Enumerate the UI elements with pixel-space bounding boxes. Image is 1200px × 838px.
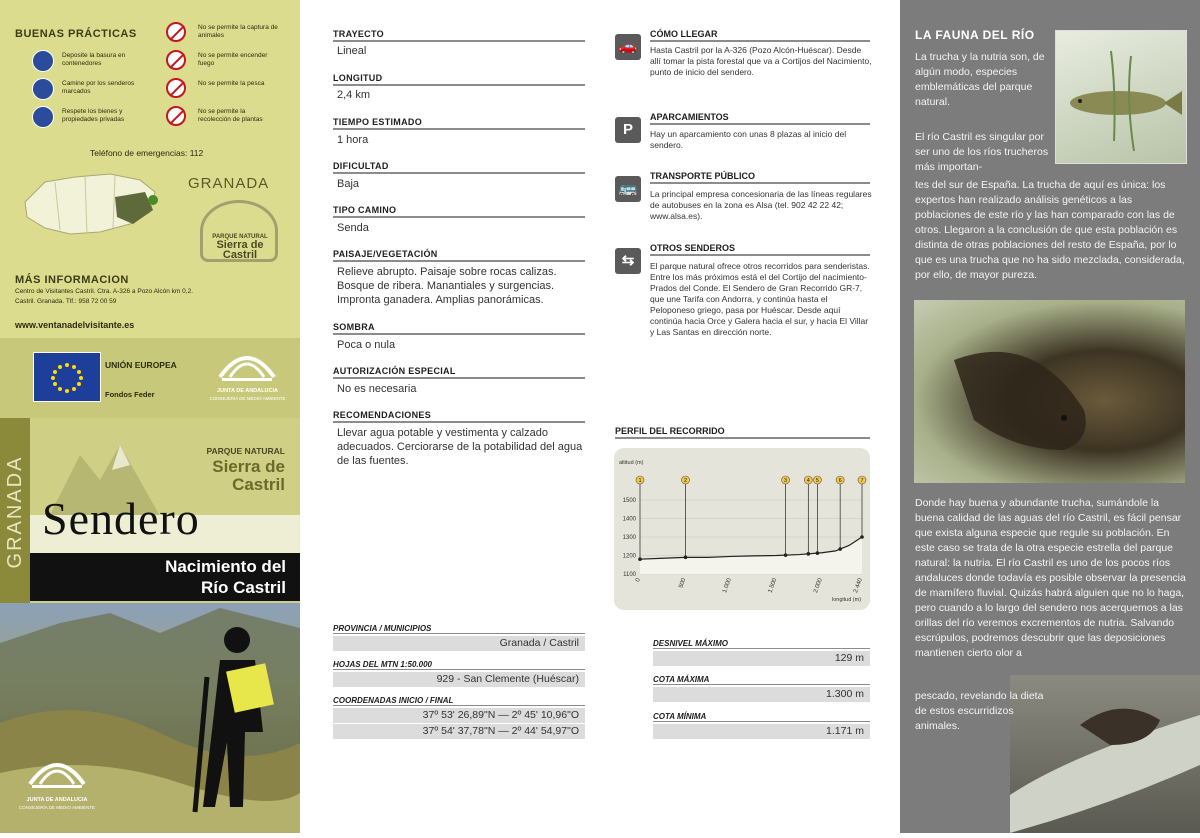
x-tick-label: 2.440 [853,577,864,594]
marker-point [638,557,642,561]
buenas-practicas-title: BUENAS PRÁCTICAS [15,28,137,40]
marker-point [816,551,820,555]
bin-icon [32,50,54,72]
spec-label: TIPO CAMINO [333,205,585,218]
park-logo-name: Sierra de [216,239,264,251]
trail-name-box [30,553,300,601]
marker-label: 5 [815,478,819,484]
fauna-paragraph: tes del sur de España. La trucha de aquí es única: los expertos han realizado análisis genéticos a las poblaciones de este río y las han comparado con las de otros. Llegaron a la conclusión de que esta población es distinta de otras poblaciones del resto de España, por lo que es una trucha que no ha sido mezclada, considerada, por ello, de mayor pureza. [915,179,1185,281]
fauna-closing: pescado, revelando la dieta de estos escurridizos animales. [915,690,1044,732]
spec-value: Baja [337,178,360,190]
spec-label: PAISAJE/VEGETACIÓN [333,249,585,262]
marker-point [684,556,688,560]
table-label: COTA MÁXIMA [653,675,870,685]
marker-label: 3 [784,478,788,484]
junta-sub: CONSEJERÍA DE MEDIO AMBIENTE [209,396,286,401]
profile-xlabel: longitud (m) [832,597,862,603]
otter-icon [914,300,1185,483]
trail-name-line: Nacimiento del [165,557,286,576]
spec-value: Relieve abrupto. Paisaje sobre rocas calizas. Bosque de ribera. Manantiales y surgencias. Impronta ganadera. Amplias panorámicas. [337,266,557,306]
table-label: DESNIVEL MÁXIMO [653,639,870,649]
vertical-region-label: GRANADA [4,455,26,569]
car-icon: 🚗 [615,34,641,60]
practice-text: No se permite la pesca [198,80,265,87]
elevation-profile-chart [614,448,870,610]
info-address: Centro de Visitantes Castril. Ctra. A-326 a Pozo Alcón km 0,2. [15,288,193,295]
spec-label: TIEMPO ESTIMADO [333,117,585,130]
spec-value: Lineal [337,45,367,57]
cover-park-name: Castril [232,475,285,494]
signpost-icon: ⇆ [615,248,641,274]
marker-point [838,547,842,551]
eu-label: UNIÓN EUROPEA [105,360,177,370]
left-panel [0,0,300,833]
x-tick-label: 0 [635,577,642,583]
spec-label: SOMBRA [333,322,585,335]
table-label: COTA MÍNIMA [653,712,870,722]
y-tick-label: 1400 [622,516,636,523]
spec-value: 1 hora [337,134,369,146]
y-tick-label: 1500 [622,498,636,504]
x-tick-label: 500 [678,577,688,590]
junta-logo-icon [212,345,282,385]
info-label: TRANSPORTE PÚBLICO [650,171,870,184]
animal-icon [166,22,186,42]
eu-flag-icon [33,352,101,402]
junta-label: JUNTA DE ANDALUCIA [217,388,278,394]
marker-label: 1 [638,478,642,484]
sendero-title: Sendero [42,493,200,544]
mas-info-title: MÁS INFORMACION [15,274,129,286]
otter-photo [914,300,1185,483]
table-value: 129 m [653,651,870,666]
x-tick-label: 1.500 [767,577,779,594]
practice-text: No se permite encender fuego [198,52,268,67]
y-tick-label: 1300 [622,535,636,541]
marker-label: 7 [860,478,864,484]
spec-value: No es necesaria [337,383,417,395]
table-label: PROVINCIA / MUNICIPIOS [333,624,585,634]
table-value: Granada / Castril [333,636,585,651]
fire-icon [166,50,186,70]
plant-icon [166,106,186,126]
website-link[interactable]: www.ventanadelvisitante.es [15,320,135,330]
junta-logo-icon [22,752,92,792]
info-value: Hay un aparcamiento con unas 8 plazas al inicio del sendero. [650,129,847,150]
park-logo-text: PARQUE NATURAL [212,234,268,240]
cover-park-name: Sierra de [212,457,285,476]
trail-name-line: Río Castril [200,578,286,597]
info-phone: Castril. Granada. Tlf.: 958 72 00 59 [15,298,117,305]
table-value: 1.171 m [653,724,870,739]
table-value: 1.300 m [653,687,870,702]
trout-photo [1055,30,1187,164]
info-value: La principal empresa concesionaria de las líneas regulares de autobuses en la zona es Alsa (tel. 902 42 22 42; www.alsa.es). [650,189,872,221]
practice-text: No se permite la recolección de plantas [198,108,263,123]
practice-text: No se permite la captura de animales [198,24,278,39]
info-label: OTROS SENDEROS [650,243,870,256]
info-value: El parque natural ofrece otros recorridos para senderistas. Entre los más próximos está el del Cortijo del nacimiento-Prados del Conde. El Sendero de Gran Recorrido GR-7, que une Tarifa con Andorra, y continúa hasta el Peloponeso griego, pasa por Huéscar. Desde aquí continúa hacia Orce y Galera hacia el sur, y hacia El Villar y Las Santas en dirección norte. [650,261,870,337]
fence-icon [32,106,54,128]
info-value: Hasta Castril por la A-326 (Pozo Alcón-Huéscar). Desde allí tomar la pista forestal que va a Cortijos del Nacimiento, punto de inicio del sendero. [650,45,872,77]
fauna-intro: La trucha y la nutria son, de algún modo, especies emblemáticas del parque natural. [915,51,1045,108]
profile-title: PERFIL DEL RECORRIDO [615,426,870,439]
feder-label: Fondos Feder [105,390,155,399]
practice-text: Deposite la basura en contenedores [62,52,126,67]
info-label: APARCAMIENTOS [650,112,870,125]
table-value: 37º 53' 26,89"N — 2º 45' 10,96"O [333,708,585,723]
emergency-phone: Teléfono de emergencias: 112 [90,148,204,158]
practice-text: Camine por los senderos marcados [62,80,135,95]
y-tick-label: 1100 [623,572,636,578]
park-logo-name: Castril [222,249,258,261]
table-label: COORDENADAS INICIO / FINAL [333,696,585,706]
cover-park-label: PARQUE NATURAL [206,446,285,456]
fauna-paragraph: Donde hay buena y abundante trucha, sumándole la buena calidad de las aguas del río Castril, es fácil pensar que exista alguna especie que regule su población. En este caso se trata de la otra especie estrella del parque natural: la nutria. El río Castril es uno de los pocos ríos andaluces donde todavía es posible observar la presencia de mamífero fluvial. Quizás habrá alguien que no lo haga, pero cuando a lo largo del sendero nos acerquemos a las orillas del río veremos excrementos de nutria. Salvando escrúpulos, podremos descubrir que las deposiciones mantienen cierto olor a [915,497,1186,659]
trout-icon [1056,31,1186,163]
practice-text: Respete los bienes y propiedades privadas [62,108,125,123]
junta-label: JUNTA DE ANDALUCIA [26,797,88,803]
spec-value: Poca o nula [337,339,396,351]
fauna-title: LA FAUNA DEL RÍO [915,28,1035,42]
spec-label: DIFICULTAD [333,161,585,174]
bus-icon: 🚌 [615,176,641,202]
map-region-label: GRANADA [188,175,270,192]
marker-label: 4 [806,478,810,484]
marker-label: 6 [838,478,842,484]
parking-icon: P [615,117,641,143]
andalucia-map [15,162,170,247]
table-label: HOJAS DEL MTN 1:50.000 [333,660,585,670]
y-tick-label: 1200 [622,553,636,560]
fishing-icon [166,78,186,98]
spec-label: TRAYECTO [333,29,585,42]
spec-label: RECOMENDACIONES [333,410,585,423]
spec-label: AUTORIZACIÓN ESPECIAL [333,366,585,379]
x-tick-label: 2.000 [813,577,824,594]
marker-point [784,553,788,557]
marker-label: 2 [683,478,688,484]
hiker-silhouette-icon [185,622,285,822]
spec-value: Llevar agua potable y vestimenta y calzado adecuados. Cerciorarse de la potabilidad del agua de las fuentes. [337,427,583,467]
table-value: 37º 54' 37,78"N — 2º 44' 54,97"O [333,724,585,739]
x-tick-label: 1.000 [722,577,733,594]
spec-value: Senda [337,222,369,234]
spec-label: LONGITUD [333,73,585,86]
table-value: 929 - San Clemente (Huéscar) [333,672,585,687]
junta-sub: CONSEJERÍA DE MEDIO AMBIENTE [18,805,95,810]
fauna-paragraph: El río Castril es singular por ser uno de los ríos trucheros más importan- [915,131,1049,173]
spec-value: 2,4 km [337,89,371,101]
profile-ylabel: altitud (m) [619,460,644,466]
marker-point [860,535,864,539]
hiker-icon [32,78,54,100]
info-label: CÓMO LLEGAR [650,29,870,42]
marker-point [807,552,811,556]
